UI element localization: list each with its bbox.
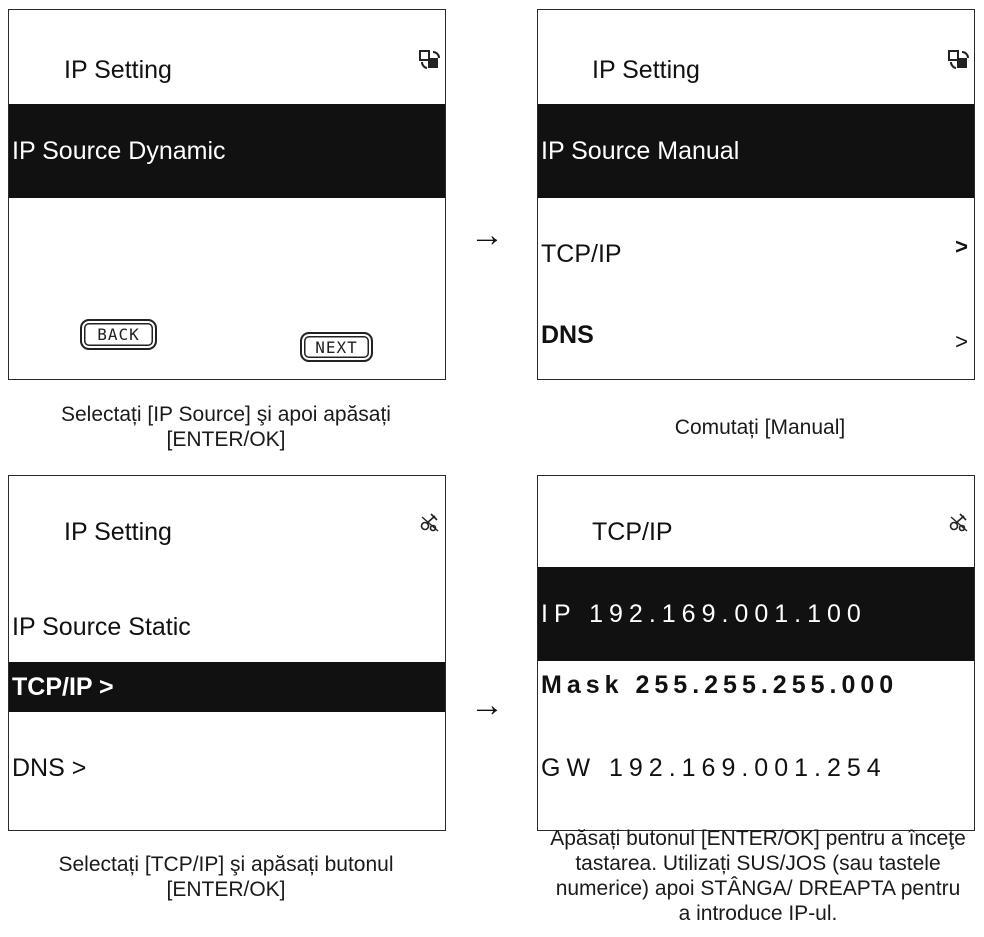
chevron-right-icon: > bbox=[955, 234, 968, 259]
back-button[interactable]: BACK bbox=[80, 319, 157, 350]
gateway-value: GW 192.169.001.254 bbox=[541, 753, 887, 782]
ip-address-value: IP 192.169.001.100 bbox=[541, 599, 867, 628]
flow-arrow: → bbox=[470, 216, 504, 254]
network-disconnected-icon bbox=[419, 512, 441, 532]
menu-item-label: IP Source Static bbox=[12, 612, 191, 641]
flow-arrow: → bbox=[470, 686, 504, 724]
menu-item-dns[interactable] bbox=[9, 748, 445, 788]
ip-address-field[interactable] bbox=[538, 567, 974, 661]
caption-step-1: Selectați [IP Source] şi apoi apăsați [ENTER/OK] bbox=[61, 403, 391, 451]
caption-step-4: Apăsați butonul [ENTER/OK] pentru a înceţe tastarea. Utilizați SUS/JOS (sau tastele numerice) apoi STÂNGA/ DREAPTA pentru a introduce IP-ul. bbox=[550, 827, 966, 925]
menu-item-label: DNS > bbox=[12, 753, 87, 782]
caption-step-3: Selectați [TCP/IP] şi apăsați butonul [ENTER/OK] bbox=[58, 853, 394, 901]
screen-ip-source-dynamic bbox=[8, 9, 446, 380]
menu-item-ip-source[interactable] bbox=[9, 104, 445, 198]
menu-item-label: IP Source Manual bbox=[541, 136, 740, 165]
caption-step-2: Comutați [Manual] bbox=[674, 416, 846, 439]
subnet-mask-value: Mask 255.255.255.000 bbox=[541, 670, 899, 699]
gateway-field[interactable] bbox=[538, 747, 974, 789]
screen-tcpip-settings bbox=[537, 475, 975, 831]
menu-item-label: DNS bbox=[541, 320, 594, 349]
menu-item-label: TCP/IP > bbox=[12, 672, 114, 701]
menu-item-ip-source[interactable] bbox=[538, 104, 974, 198]
menu-item-dns[interactable] bbox=[538, 315, 974, 355]
menu-item-tcpip[interactable] bbox=[9, 662, 445, 712]
menu-item-label: IP Source Dynamic bbox=[12, 136, 226, 165]
menu-item-ip-source[interactable] bbox=[9, 607, 445, 647]
network-disconnected-icon bbox=[948, 512, 970, 532]
network-refresh-icon bbox=[419, 50, 441, 70]
screen-title: IP Setting bbox=[64, 518, 172, 546]
chevron-right-icon: > bbox=[955, 329, 968, 354]
next-button[interactable]: NEXT bbox=[300, 332, 373, 362]
screen-ip-source-manual bbox=[537, 9, 975, 380]
menu-item-label: TCP/IP bbox=[541, 239, 622, 268]
screen-title: IP Setting bbox=[592, 56, 700, 84]
screen-title: IP Setting bbox=[64, 56, 172, 84]
screen-ip-source-static bbox=[8, 475, 446, 831]
menu-item-tcpip[interactable] bbox=[538, 234, 974, 274]
screen-title: TCP/IP bbox=[592, 518, 673, 546]
subnet-mask-field[interactable] bbox=[538, 664, 974, 706]
network-refresh-icon bbox=[948, 50, 970, 70]
